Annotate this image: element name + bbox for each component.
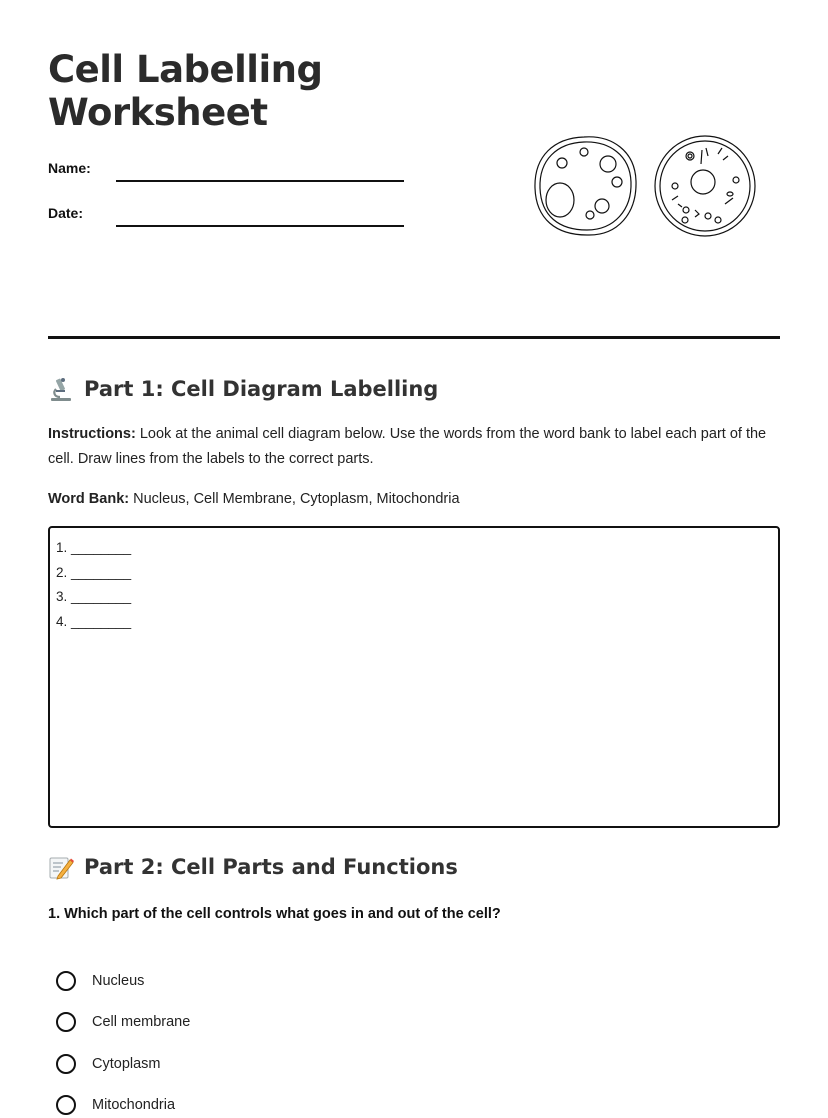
option-cytoplasm[interactable] [56,1051,161,1077]
cell-illustrations [532,134,758,238]
radio-button[interactable] [56,971,76,991]
radio-button[interactable] [56,1012,76,1032]
cell-diagram-box [48,526,780,828]
part2-heading-text: Part 2: Cell Parts and Functions [84,855,458,879]
date-field [48,205,408,235]
option-cell-membrane[interactable] [56,1009,190,1035]
instructions [48,422,778,472]
word-bank-text: Nucleus, Cell Membrane, Cytoplasm, Mitochondria [129,491,460,507]
part2-heading [48,852,458,882]
radio-button[interactable] [56,1095,76,1115]
option-label: Cell membrane [92,1014,191,1030]
label-blank-2[interactable]: 2. ________ [56,564,132,580]
option-label: Nucleus [92,973,145,989]
instructions-label: Instructions: [48,426,136,442]
date-label: Date: [48,205,84,221]
label-blank-1[interactable]: 1. ________ [56,540,132,555]
part1-heading [48,374,438,404]
label-list [56,536,131,634]
animal-cell-illustration [535,137,636,235]
option-mitochondria[interactable] [56,1092,175,1118]
microscope-icon [48,376,74,402]
name-write-line[interactable] [116,180,404,182]
plant-cell-illustration [655,136,755,236]
radio-button[interactable] [56,1054,76,1074]
name-field [48,160,408,190]
option-label: Mitochondria [92,1097,176,1113]
question-1: 1. Which part of the cell controls what goes in and out of the cell? [48,906,501,922]
word-bank-label: Word Bank: [48,491,130,507]
option-label: Cytoplasm [92,1056,161,1072]
option-nucleus[interactable] [56,968,144,994]
label-blank-4[interactable]: 4. ________ [56,613,132,629]
instructions-text: Look at the animal cell diagram below. Use the words from the word bank to label each part of the cell. Draw lines from the labels to the correct parts. [48,426,767,467]
memo-pencil-icon [48,854,74,880]
name-label: Name: [48,160,91,176]
section-divider [48,336,780,339]
label-blank-3[interactable]: 3. ________ [56,589,132,604]
word-bank [48,487,778,512]
title-line-2: Worksheet [48,91,268,134]
part1-heading-text: Part 1: Cell Diagram Labelling [84,377,439,401]
date-write-line[interactable] [116,225,404,227]
title-line-1: Cell Labelling [48,48,323,91]
worksheet-title [48,48,323,134]
